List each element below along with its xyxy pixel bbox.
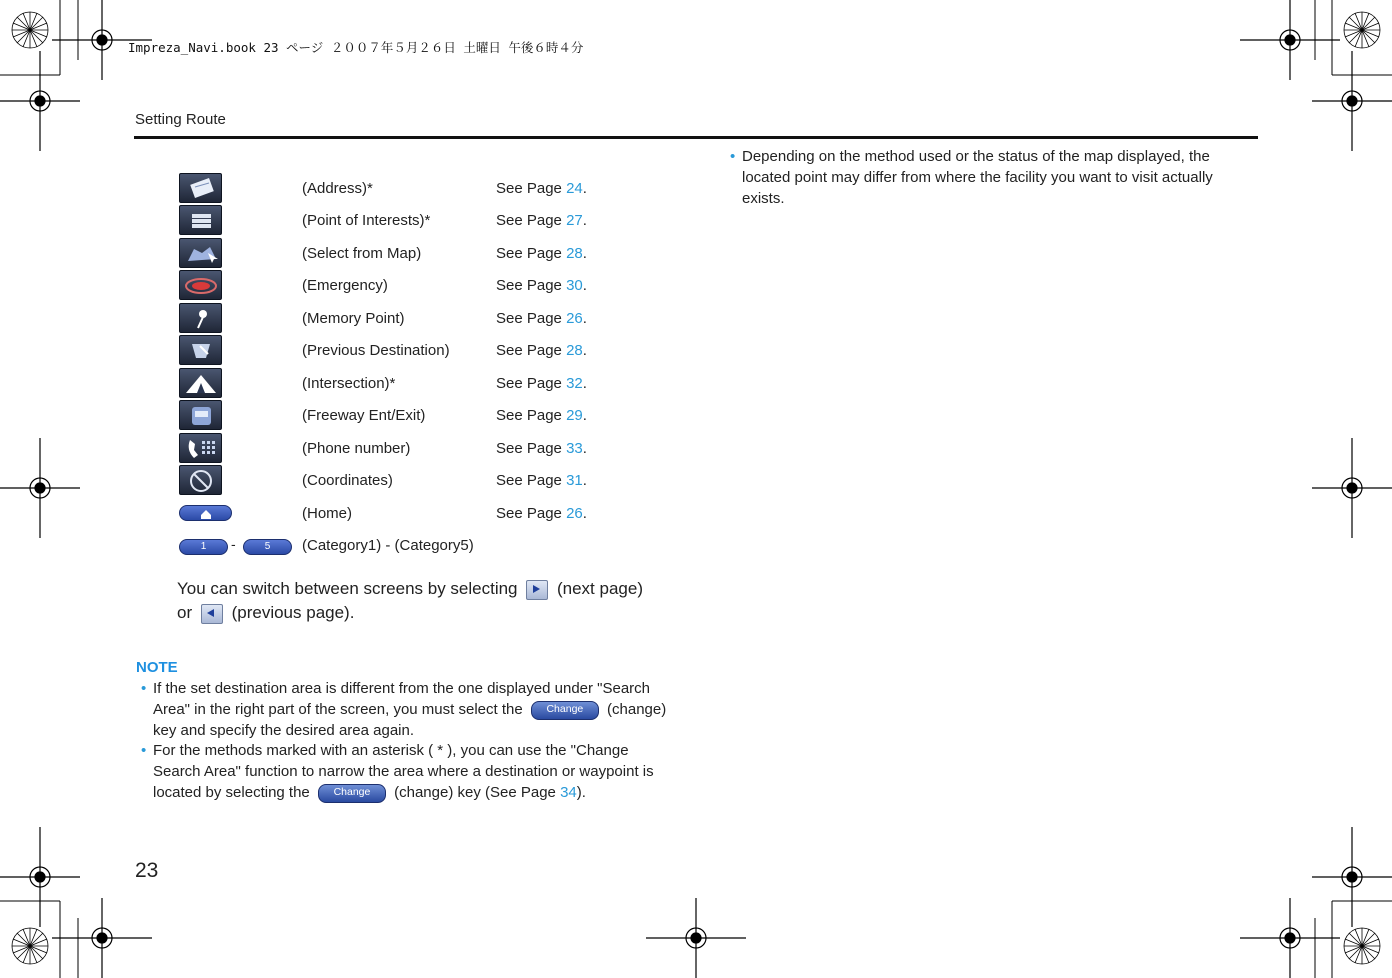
page-link[interactable]: 28 bbox=[566, 342, 583, 359]
menu-row-intersection: (Intersection)* See Page 32. bbox=[179, 368, 679, 398]
note-bullet-2: • For the methods marked with an asterisk ( * ), you can use the "Change Search Area" function to narrow the area where a destination or waypoint is located by selecting the Change (change) key (See Page 34). bbox=[141, 742, 654, 801]
coordinates-icon[interactable] bbox=[179, 465, 222, 495]
phone-icon[interactable] bbox=[179, 433, 222, 463]
map-select-icon[interactable] bbox=[179, 238, 222, 268]
next-page-button[interactable] bbox=[526, 580, 548, 600]
note-bullet-1: • If the set destination area is different from the one displayed under "Search Area" in the right part of the screen, you must select the Change (change) key and specify the desired area again. bbox=[141, 680, 667, 739]
poi-icon[interactable] bbox=[179, 205, 222, 235]
note-title: NOTE bbox=[136, 659, 178, 676]
page-link[interactable]: 33 bbox=[566, 440, 583, 457]
page-link[interactable]: 30 bbox=[566, 277, 583, 294]
page-link[interactable]: 26 bbox=[566, 310, 583, 327]
menu-row-poi: (Point of Interests)* See Page 27. bbox=[179, 205, 679, 235]
address-icon[interactable] bbox=[179, 173, 222, 203]
menu-row-home: (Home) See Page 26. bbox=[179, 498, 679, 528]
page-link[interactable]: 32 bbox=[566, 375, 583, 392]
memory-point-icon[interactable] bbox=[179, 303, 222, 333]
page-number: 23 bbox=[135, 859, 159, 882]
previous-destination-icon[interactable] bbox=[179, 335, 222, 365]
menu-row-category: 1 - 5 (Category1) - (Category5) bbox=[179, 530, 679, 560]
menu-row-coordinates: (Coordinates) See Page 31. bbox=[179, 465, 679, 495]
intersection-icon[interactable] bbox=[179, 368, 222, 398]
category5-button[interactable]: 5 bbox=[243, 539, 292, 555]
page-link[interactable]: 24 bbox=[566, 180, 583, 197]
header-rule bbox=[134, 136, 1258, 139]
previous-page-button[interactable] bbox=[201, 604, 223, 624]
print-header-stamp: Impreza_Navi.book 23 ページ ２００７年５月２６日 土曜日 午後６時４分 bbox=[128, 40, 584, 55]
category1-button[interactable]: 1 bbox=[179, 539, 228, 555]
menu-row-emergency: (Emergency) See Page 30. bbox=[179, 270, 679, 300]
emergency-icon[interactable] bbox=[179, 270, 222, 300]
section-title: Setting Route bbox=[135, 111, 226, 128]
switch-screens-text: You can switch between screens by selecting (next page) or (previous page). bbox=[177, 579, 643, 622]
freeway-icon[interactable] bbox=[179, 400, 222, 430]
menu-row-address: (Address)* See Page 24. bbox=[179, 173, 679, 203]
menu-row-phone: (Phone number) See Page 33. bbox=[179, 433, 679, 463]
page-link[interactable]: 28 bbox=[566, 245, 583, 262]
change-button[interactable]: Change bbox=[318, 784, 386, 803]
page-link[interactable]: 31 bbox=[566, 472, 583, 489]
page-link[interactable]: 34 bbox=[560, 784, 577, 801]
change-button[interactable]: Change bbox=[531, 701, 599, 720]
page-link[interactable]: 29 bbox=[566, 407, 583, 424]
menu-row-memory-point: (Memory Point) See Page 26. bbox=[179, 303, 679, 333]
menu-row-freeway: (Freeway Ent/Exit) See Page 29. bbox=[179, 400, 679, 430]
page-link[interactable]: 26 bbox=[566, 505, 583, 522]
right-column-bullet: • Depending on the method used or the status of the map displayed, the located point may differ from where the facility you want to visit actually exists. bbox=[730, 148, 1213, 207]
menu-row-select-from-map: (Select from Map) See Page 28. bbox=[179, 238, 679, 268]
home-icon[interactable] bbox=[179, 505, 232, 521]
menu-row-previous-destination: (Previous Destination) See Page 28. bbox=[179, 335, 679, 365]
page-link[interactable]: 27 bbox=[566, 212, 583, 229]
category-dash: - bbox=[231, 536, 236, 552]
